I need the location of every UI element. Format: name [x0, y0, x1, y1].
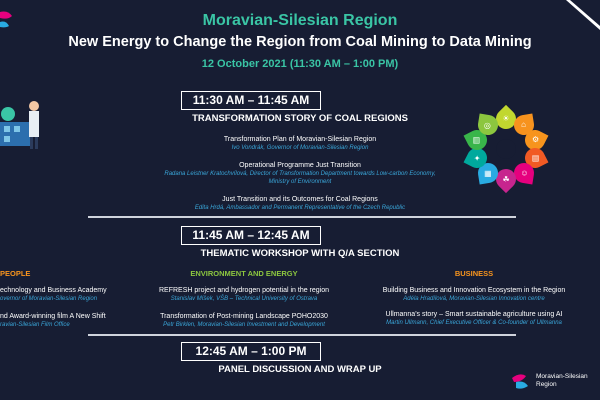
talk-title: Ullmanna’s story – Smart sustainable agriculture using AI	[385, 311, 563, 318]
time-slot-1: 11:30 AM – 11:45 AM	[181, 91, 321, 110]
globe-icon: ◎	[484, 120, 492, 130]
lightbulb-icon: ☀	[502, 114, 510, 124]
section-title-3: PANEL DISCUSSION AND WRAP UP	[218, 364, 382, 375]
talk-speaker: ravian-Silesian Film Office	[0, 322, 70, 328]
book-icon: ▥	[473, 135, 482, 145]
building-icon: ▦	[484, 168, 493, 178]
time-slot-3: 12:45 AM – 1:00 PM	[181, 342, 321, 361]
event-date: 12 October 2021 (11:30 AM – 1:00 PM)	[201, 58, 399, 70]
factory-icon: ⌂	[521, 120, 527, 130]
region-logo	[510, 370, 600, 392]
handshake-icon: ✦	[474, 153, 481, 163]
talk-title: Transformation Plan of Moravian-Silesian Region	[223, 136, 377, 143]
column-heading-people: PEOPLE	[0, 269, 31, 278]
divider	[88, 334, 516, 336]
section-title-1: TRANSFORMATION STORY OF COAL REGIONS	[192, 113, 408, 124]
region-logo-icon	[510, 370, 534, 392]
talk-speaker: Petr Birklen, Moravian-Silesian Investment and Development	[163, 322, 325, 328]
talk-speaker: Adéla Hradílová, Moravian-Silesian Innovation centre	[403, 296, 545, 302]
talk-title: Just Transition and its Outcomes for Coal Regions	[222, 196, 378, 203]
people-icon: ☺	[519, 168, 528, 178]
column-heading-business: BUSINESS	[454, 269, 494, 278]
talk-speaker: Martin Ullmann, Chief Executive Officer & Co-founder of Ullmanna	[386, 320, 562, 326]
talk-speaker: Stanislav Míšek, VŠB – Technical University of Ostrava	[170, 296, 318, 302]
chart-icon: ▤	[530, 153, 539, 163]
logo-text-line1: Moravian-Silesian	[536, 373, 588, 380]
talk-speaker: Radana Leistner Kratochvílová, Director of Transformation Department towards Low-carbon Economy,	[164, 171, 436, 177]
talk-title: echnology and Business Academy	[0, 287, 107, 294]
event-title: New Energy to Change the Region from Coal Mining to Data Mining	[68, 34, 532, 50]
talk-title: Building Business and Innovation Ecosystem in the Region	[382, 287, 566, 294]
talk-speaker: Ivo Vondrák, Governor of Moravian-Silesian Region	[231, 145, 369, 151]
talk-title: Operational Programme Just Transition	[239, 162, 361, 169]
region-title: Moravian-Silesian Region	[202, 12, 398, 29]
logo-text-line2: Region	[536, 381, 557, 388]
talk-speaker: Ministry of Environment	[268, 179, 332, 185]
talk-title: nd Award-winning film A New Shift	[0, 313, 106, 320]
talk-speaker: Edita Hrdá, Ambassador and Permanent Representative of the Czech Republic	[194, 205, 406, 211]
divider	[88, 216, 516, 218]
gear-icon: ⚙	[530, 135, 539, 145]
section-title-2: THEMATIC WORKSHOP WITH Q/A SECTION	[200, 248, 400, 259]
column-heading-energy: ENVIRONMENT AND ENERGY	[190, 269, 298, 278]
talk-speaker: overnor of Moravian-Silesian Region	[0, 296, 98, 302]
talk-title: REFRESH project and hydrogen potential in the region	[158, 287, 330, 294]
leaf-icon: ☘	[502, 174, 510, 184]
time-slot-2: 11:45 AM – 12:45 AM	[181, 226, 321, 245]
talk-title: Transformation of Post-mining Landscape POHO2030	[160, 313, 328, 320]
